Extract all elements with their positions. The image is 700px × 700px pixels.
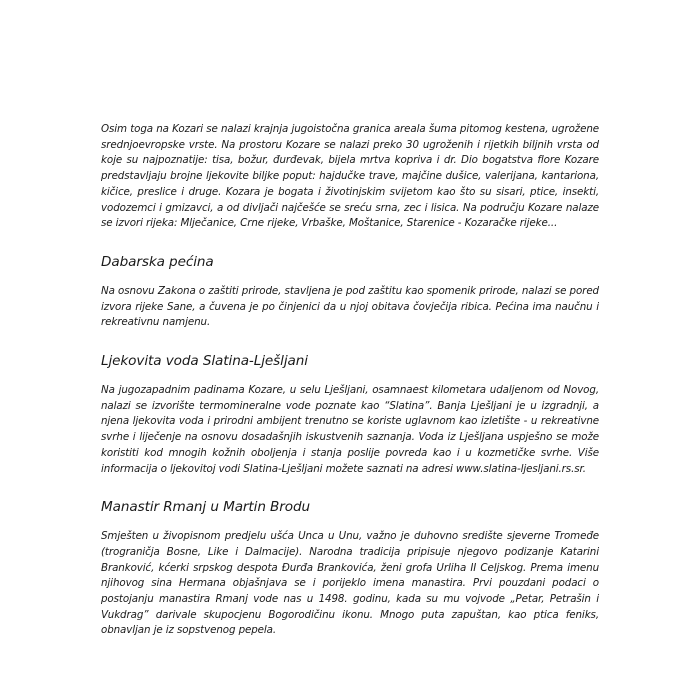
section-heading-manastir-rmanj: Manastir Rmanj u Martin Brodu bbox=[101, 499, 311, 516]
section-heading-slatina: Ljekovita voda Slatina-Lješljani bbox=[101, 353, 308, 370]
section-paragraph-dabarska-pecina: Na osnovu Zakona o zaštiti prirode, stavljena je pod zaštitu kao spomenik prirode, nalazi se pored izvora rijeke Sane, a čuvena je po činjenici da u njoj obitava čovječija ribica. Pećina ima naučnu i rekreativnu namjenu. bbox=[101, 284, 599, 329]
document-page bbox=[101, 122, 599, 639]
section-paragraph-slatina: Na jugozapadnim padinama Kozare, u selu Lješljani, osamnaest kilometara udaljenom od Novog, nalazi se izvorište termomineralne vode poznate kao “Slatina”. Banja Lješljani je u izgradnji, a njena ljekovita voda i prirodni ambijent trenutno se koriste uglavnom kao izletište - u rekreativne svrhe i liječenje na osnovu dosadašnjih iskustvenih saznanja. Voda iz Lješljana uspješno se može koristiti kod mnogih kožnih oboljenja i stanja poslije povreda kao i u kozmetičke svrhe. Više informacija o ljekovitoj vodi Slatina-Lješljani možete saznati na adresi www.slatina-ljesljani.rs.sr. bbox=[101, 384, 599, 475]
section-paragraph-manastir-rmanj: Smješten u živopisnom predjelu ušća Unca u Unu, važno je duhovno središte sjeverne Tromeđe (trograničja Bosne, Like i Dalmacije). Narodna tradicija pripisuje njegovo podizanje Katarini Branković, kćerki srpskog despota Đurđa Brankovića, ženi grofa Urliha II Celjskog. Prema imenu njihovog sina Hermana objašnjava se i porijeklo imena manastira. Prvi pouzdani podaci o postojanju manastira Rmanj vode nas u 1498. godinu, kada su mu vojvode „Petar, Petrašin i Vukdrag” darivale skupocjenu Bogorodičinu ikonu. Mnogo puta zapuštan, kao ptica feniks, obnavljan je iz sopstvenog pepela. bbox=[101, 530, 599, 637]
intro-paragraph: Osim toga na Kozari se nalazi krajnja jugoistočna granica areala šuma pitomog kestena, ugrožene srednjoevropske vrste. Na prostoru Kozare se nalazi preko 30 ugroženih i rijetkih biljnih vrsta od koje su najpoznatije: tisa, božur, đurđevak, bijela mrtva kopriva i dr. Dio bogatstva flore Kozare predstavljaju brojne ljekovite biljke poput: hajdučke trave, majčine dušice, valerijana, kantariona, kičice, preslice i druge. Kozara je bogata i životinjskim svijetom kao što su sisari, ptice, insekti, vodozemci i gmizavci, a od divljači najčešće se sreću srna, zec i lisica. Na području Kozare nalaze se izvori rijeka: Mlječanice, Crne rijeke, Vrbaške, Moštanice, Starenice - Kozaračke rijeke... bbox=[101, 123, 599, 230]
section-heading-dabarska-pecina: Dabarska pećina bbox=[101, 253, 214, 270]
